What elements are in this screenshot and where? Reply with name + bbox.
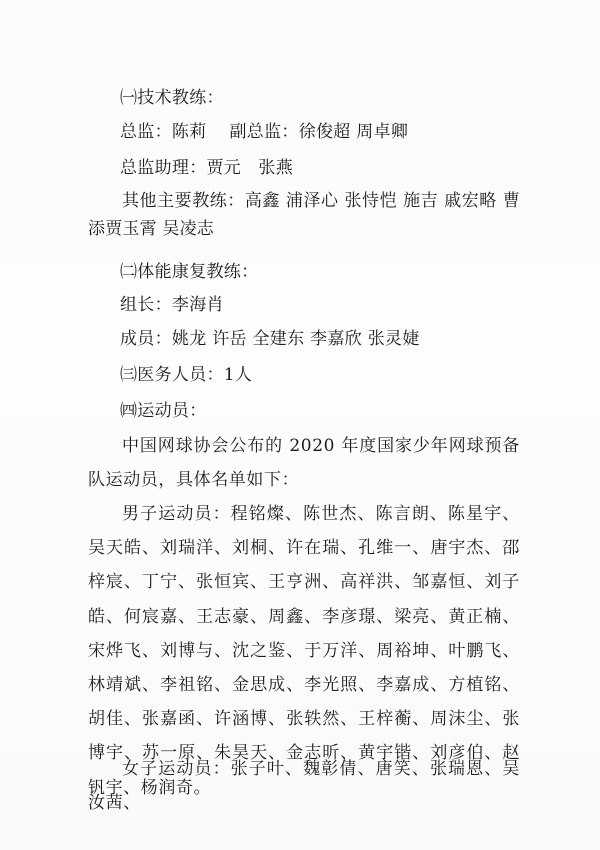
section-medical-staff-line: ㈢医务人员：1人 [120, 365, 253, 385]
assistant-director-line: 总监助理：贾元 张燕 [120, 158, 293, 178]
female-athletes-paragraph: 女子运动员：张子叶、魏彰倩、唐笑、张瑞恩、吴汝茜、 [88, 759, 520, 814]
section-athletes-heading: ㈣运动员： [120, 401, 207, 421]
fitness-leader-line: 组长：李海肖 [120, 295, 224, 315]
section-fitness-coaches-heading: ㈡体能康复教练： [120, 262, 259, 282]
section-technical-coaches-heading: ㈠技术教练： [120, 88, 224, 108]
athletes-intro-paragraph: 中国网球协会公布的 2020 年度国家少年网球预备队运动员，具体名单如下： [88, 436, 520, 491]
fitness-members-line: 成员：姚龙 许岳 全建东 李嘉欣 张灵婕 [120, 329, 420, 349]
director-line: 总监：陈莉 副总监：徐俊超 周卓卿 [120, 122, 409, 142]
other-coaches-paragraph: 其他主要教练：高鑫 浦泽心 张恃恺 施吉 戚宏略 曹添贾玉霄 吴凌志 [88, 191, 520, 239]
male-athletes-paragraph: 男子运动员：程铭燦、陈世杰、陈言朗、陈星宇、吴天皓、刘瑞洋、刘桐、许在瑞、孔维一、唐宇杰、邵梓宸、丁宁、张恒宾、王亨洲、高祥洪、邹嘉恒、刘子皓、何宸嘉、王志豪、周鑫、李彦璟、梁亮、黄正楠、宋烨飞、刘博与、沈之鉴、于万洋、周裕坤、叶鹏飞、林靖斌、李祖铭、金思成、李光照、李嘉成、方植铭、胡佳、张嘉函、许涵博、张轶然、王梓蘅、周沫尘、张博宇、苏一原、朱昊天、金志昕、黄宇锴、刘彦伯、赵钒宇、杨润奇。 [88, 504, 520, 798]
